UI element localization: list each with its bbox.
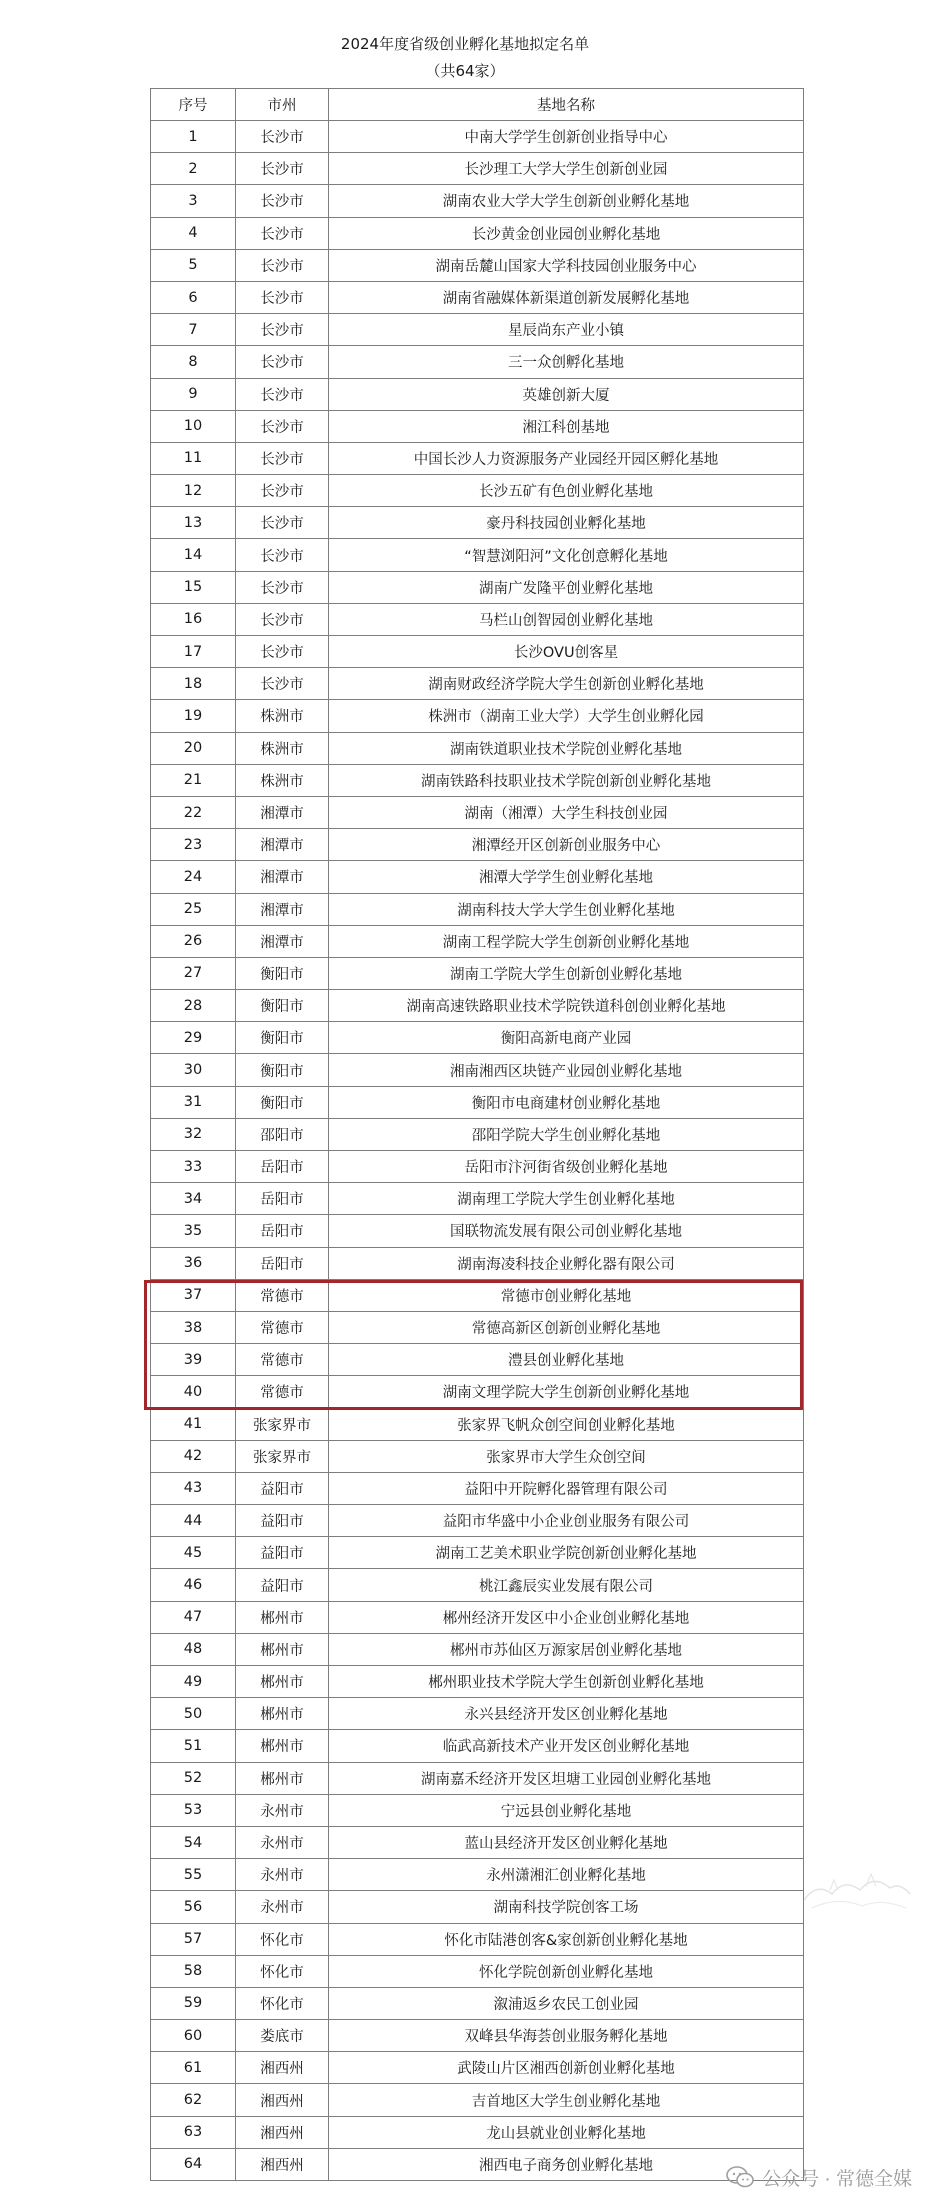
table-row — [151, 829, 804, 861]
watermark-text: 公众号 · 常德全媒 — [762, 2168, 912, 2190]
cell-base-name: 怀化市陆港创客&家创新创业孵化基地 — [329, 1923, 804, 1955]
cell-index: 30 — [151, 1054, 236, 1086]
watermark — [726, 2162, 912, 2192]
table-row — [151, 1215, 804, 1247]
cell-city: 郴州市 — [236, 1601, 329, 1633]
incubation-base-table — [150, 88, 804, 2181]
cell-index: 12 — [151, 475, 236, 507]
cell-city: 长沙市 — [236, 217, 329, 249]
cell-city: 湘西州 — [236, 2116, 329, 2148]
cell-base-name: 张家界市大学生众创空间 — [329, 1440, 804, 1472]
cell-index: 1 — [151, 121, 236, 153]
cell-base-name: 桃江鑫辰实业发展有限公司 — [329, 1569, 804, 1601]
cell-city: 长沙市 — [236, 346, 329, 378]
cell-index: 48 — [151, 1633, 236, 1665]
cell-city: 常德市 — [236, 1376, 329, 1408]
cell-city: 永州市 — [236, 1826, 329, 1858]
table-row — [151, 249, 804, 281]
cell-index: 37 — [151, 1279, 236, 1311]
cell-index: 5 — [151, 249, 236, 281]
table-row — [151, 1891, 804, 1923]
cell-index: 15 — [151, 571, 236, 603]
table-row — [151, 1376, 804, 1408]
cell-base-name: 龙山县就业创业孵化基地 — [329, 2116, 804, 2148]
cell-city: 常德市 — [236, 1344, 329, 1376]
cell-city: 衡阳市 — [236, 957, 329, 989]
table-row — [151, 314, 804, 346]
cell-base-name: 吉首地区大学生创业孵化基地 — [329, 2084, 804, 2116]
cell-base-name: 湖南铁道职业技术学院创业孵化基地 — [329, 732, 804, 764]
cell-city: 郴州市 — [236, 1762, 329, 1794]
table-row — [151, 1569, 804, 1601]
cell-city: 常德市 — [236, 1279, 329, 1311]
cell-base-name: 豪丹科技园创业孵化基地 — [329, 507, 804, 539]
table-row — [151, 1344, 804, 1376]
cell-base-name: 湖南工程学院大学生创新创业孵化基地 — [329, 925, 804, 957]
cell-base-name: 长沙五矿有色创业孵化基地 — [329, 475, 804, 507]
cell-index: 22 — [151, 796, 236, 828]
cell-base-name: 株洲市（湖南工业大学）大学生创业孵化园 — [329, 700, 804, 732]
cell-base-name: 澧县创业孵化基地 — [329, 1344, 804, 1376]
cell-index: 62 — [151, 2084, 236, 2116]
cell-city: 郴州市 — [236, 1698, 329, 1730]
cell-city: 株洲市 — [236, 700, 329, 732]
cell-base-name: 衡阳高新电商产业园 — [329, 1022, 804, 1054]
cell-base-name: 郴州经济开发区中小企业创业孵化基地 — [329, 1601, 804, 1633]
cell-index: 63 — [151, 2116, 236, 2148]
table-row — [151, 185, 804, 217]
table-row — [151, 764, 804, 796]
table-row — [151, 1730, 804, 1762]
cell-base-name: 永兴县经济开发区创业孵化基地 — [329, 1698, 804, 1730]
cell-city: 长沙市 — [236, 153, 329, 185]
cell-index: 29 — [151, 1022, 236, 1054]
cell-index: 55 — [151, 1859, 236, 1891]
table-row — [151, 153, 804, 185]
table-row — [151, 1311, 804, 1343]
cell-base-name: 湖南科技学院创客工场 — [329, 1891, 804, 1923]
table-row — [151, 1054, 804, 1086]
cell-base-name: 衡阳市电商建材创业孵化基地 — [329, 1086, 804, 1118]
cell-base-name: 马栏山创智园创业孵化基地 — [329, 603, 804, 635]
cell-index: 8 — [151, 346, 236, 378]
cell-base-name: 湖南文理学院大学生创新创业孵化基地 — [329, 1376, 804, 1408]
cell-city: 岳阳市 — [236, 1215, 329, 1247]
cell-city: 长沙市 — [236, 668, 329, 700]
cell-index: 50 — [151, 1698, 236, 1730]
cell-base-name: 宁远县创业孵化基地 — [329, 1794, 804, 1826]
cell-index: 59 — [151, 1987, 236, 2019]
cell-city: 长沙市 — [236, 603, 329, 635]
table-row — [151, 121, 804, 153]
cell-index: 14 — [151, 539, 236, 571]
cell-base-name: 临武高新技术产业开发区创业孵化基地 — [329, 1730, 804, 1762]
cell-city: 湘潭市 — [236, 925, 329, 957]
cell-base-name: 湖南岳麓山国家大学科技园创业服务中心 — [329, 249, 804, 281]
cell-city: 衡阳市 — [236, 1086, 329, 1118]
cell-index: 20 — [151, 732, 236, 764]
table-row — [151, 378, 804, 410]
cell-index: 18 — [151, 668, 236, 700]
table-row — [151, 925, 804, 957]
cell-city: 衡阳市 — [236, 990, 329, 1022]
cell-base-name: 常德高新区创新创业孵化基地 — [329, 1311, 804, 1343]
table-row — [151, 1601, 804, 1633]
table-row — [151, 1440, 804, 1472]
cell-base-name: 湘南湘西区块链产业园创业孵化基地 — [329, 1054, 804, 1086]
cell-city: 怀化市 — [236, 1923, 329, 1955]
cell-index: 58 — [151, 1955, 236, 1987]
cell-city: 长沙市 — [236, 249, 329, 281]
cell-base-name: 湘西电子商务创业孵化基地 — [329, 2148, 804, 2180]
cell-index: 31 — [151, 1086, 236, 1118]
cell-base-name: 怀化学院创新创业孵化基地 — [329, 1955, 804, 1987]
cell-index: 4 — [151, 217, 236, 249]
cell-index: 42 — [151, 1440, 236, 1472]
table-row — [151, 1762, 804, 1794]
cell-city: 邵阳市 — [236, 1118, 329, 1150]
cell-index: 47 — [151, 1601, 236, 1633]
cell-index: 32 — [151, 1118, 236, 1150]
cell-base-name: 国联物流发展有限公司创业孵化基地 — [329, 1215, 804, 1247]
cell-index: 23 — [151, 829, 236, 861]
cell-city: 岳阳市 — [236, 1247, 329, 1279]
cell-index: 60 — [151, 2020, 236, 2052]
cell-city: 永州市 — [236, 1891, 329, 1923]
cell-city: 岳阳市 — [236, 1183, 329, 1215]
cell-index: 38 — [151, 1311, 236, 1343]
table-row — [151, 475, 804, 507]
cell-base-name: 益阳市华盛中小企业创业服务有限公司 — [329, 1505, 804, 1537]
column-header-index: 序号 — [151, 89, 236, 121]
column-header-base-name: 基地名称 — [329, 89, 804, 121]
table-row — [151, 732, 804, 764]
cell-city: 长沙市 — [236, 410, 329, 442]
cell-base-name: 岳阳市汴河街省级创业孵化基地 — [329, 1151, 804, 1183]
cell-city: 湘西州 — [236, 2148, 329, 2180]
table-row — [151, 1183, 804, 1215]
cell-index: 39 — [151, 1344, 236, 1376]
cell-base-name: 湘江科创基地 — [329, 410, 804, 442]
cell-city: 郴州市 — [236, 1633, 329, 1665]
cell-base-name: 湖南工艺美术职业学院创新创业孵化基地 — [329, 1537, 804, 1569]
cell-city: 怀化市 — [236, 1955, 329, 1987]
cell-base-name: 邵阳学院大学生创业孵化基地 — [329, 1118, 804, 1150]
cell-index: 28 — [151, 990, 236, 1022]
cell-index: 36 — [151, 1247, 236, 1279]
cell-index: 45 — [151, 1537, 236, 1569]
cell-city: 常德市 — [236, 1311, 329, 1343]
cell-city: 益阳市 — [236, 1472, 329, 1504]
cell-index: 9 — [151, 378, 236, 410]
cell-index: 49 — [151, 1666, 236, 1698]
table-row — [151, 2148, 804, 2180]
table-row — [151, 2020, 804, 2052]
table-row — [151, 893, 804, 925]
cell-city: 湘西州 — [236, 2084, 329, 2116]
cell-index: 16 — [151, 603, 236, 635]
table-row — [151, 636, 804, 668]
table-row — [151, 1408, 804, 1440]
table-row — [151, 990, 804, 1022]
table-row — [151, 539, 804, 571]
cell-index: 25 — [151, 893, 236, 925]
table-row — [151, 1505, 804, 1537]
cell-base-name: 湖南省融媒体新渠道创新发展孵化基地 — [329, 281, 804, 313]
cell-base-name: 溆浦返乡农民工创业园 — [329, 1987, 804, 2019]
table-row — [151, 796, 804, 828]
table-row — [151, 861, 804, 893]
table-row — [151, 1826, 804, 1858]
cell-index: 35 — [151, 1215, 236, 1247]
cell-city: 益阳市 — [236, 1537, 329, 1569]
cell-base-name: 湖南广发隆平创业孵化基地 — [329, 571, 804, 603]
cell-city: 长沙市 — [236, 378, 329, 410]
cell-city: 益阳市 — [236, 1505, 329, 1537]
cell-index: 54 — [151, 1826, 236, 1858]
cell-base-name: 张家界飞帆众创空间创业孵化基地 — [329, 1408, 804, 1440]
table-row — [151, 1794, 804, 1826]
table-row — [151, 1633, 804, 1665]
cell-base-name: 湖南农业大学大学生创新创业孵化基地 — [329, 185, 804, 217]
cell-base-name: 湖南铁路科技职业技术学院创新创业孵化基地 — [329, 764, 804, 796]
column-header-city: 市州 — [236, 89, 329, 121]
cell-index: 3 — [151, 185, 236, 217]
cell-base-name: 湖南（湘潭）大学生科技创业园 — [329, 796, 804, 828]
cell-city: 长沙市 — [236, 571, 329, 603]
cell-city: 长沙市 — [236, 121, 329, 153]
table-row — [151, 1118, 804, 1150]
table-row — [151, 1987, 804, 2019]
cell-city: 张家界市 — [236, 1440, 329, 1472]
cell-base-name: 湖南科技大学大学生创业孵化基地 — [329, 893, 804, 925]
table-row — [151, 1537, 804, 1569]
table-row — [151, 442, 804, 474]
cell-city: 衡阳市 — [236, 1022, 329, 1054]
cell-city: 株洲市 — [236, 764, 329, 796]
table-header-row — [151, 89, 804, 121]
table-row — [151, 1151, 804, 1183]
table-row — [151, 1859, 804, 1891]
table-row — [151, 2084, 804, 2116]
cell-base-name: 湘潭经开区创新创业服务中心 — [329, 829, 804, 861]
table-row — [151, 1698, 804, 1730]
cell-city: 长沙市 — [236, 185, 329, 217]
cell-index: 17 — [151, 636, 236, 668]
table-row — [151, 1247, 804, 1279]
cell-base-name: 长沙理工大学大学生创新创业园 — [329, 153, 804, 185]
cell-city: 长沙市 — [236, 475, 329, 507]
table-row — [151, 603, 804, 635]
cell-base-name: 双峰县华海荟创业服务孵化基地 — [329, 2020, 804, 2052]
cell-base-name: 星辰尚东产业小镇 — [329, 314, 804, 346]
table-row — [151, 410, 804, 442]
table-row — [151, 1923, 804, 1955]
cell-index: 13 — [151, 507, 236, 539]
table-row — [151, 700, 804, 732]
cell-city: 湘潭市 — [236, 893, 329, 925]
cell-index: 34 — [151, 1183, 236, 1215]
cell-base-name: 中国长沙人力资源服务产业园经开园区孵化基地 — [329, 442, 804, 474]
table-row — [151, 507, 804, 539]
cell-base-name: 郴州市苏仙区万源家居创业孵化基地 — [329, 1633, 804, 1665]
cell-index: 2 — [151, 153, 236, 185]
page-title: 2024年度省级创业孵化基地拟定名单 — [340, 35, 590, 53]
cell-index: 40 — [151, 1376, 236, 1408]
cell-index: 26 — [151, 925, 236, 957]
cell-base-name: 武陵山片区湘西创新创业孵化基地 — [329, 2052, 804, 2084]
cell-city: 长沙市 — [236, 636, 329, 668]
cell-index: 64 — [151, 2148, 236, 2180]
cell-index: 57 — [151, 1923, 236, 1955]
cell-index: 53 — [151, 1794, 236, 1826]
cell-city: 长沙市 — [236, 314, 329, 346]
cell-index: 11 — [151, 442, 236, 474]
cell-base-name: “智慧浏阳河”文化创意孵化基地 — [329, 539, 804, 571]
cell-index: 19 — [151, 700, 236, 732]
cell-base-name: 湖南嘉禾经济开发区坦塘工业园创业孵化基地 — [329, 1762, 804, 1794]
cell-index: 46 — [151, 1569, 236, 1601]
table-row — [151, 1472, 804, 1504]
cell-city: 娄底市 — [236, 2020, 329, 2052]
table-row — [151, 571, 804, 603]
cell-base-name: 益阳中开院孵化器管理有限公司 — [329, 1472, 804, 1504]
cell-index: 33 — [151, 1151, 236, 1183]
cell-city: 益阳市 — [236, 1569, 329, 1601]
cell-index: 43 — [151, 1472, 236, 1504]
cell-city: 张家界市 — [236, 1408, 329, 1440]
cell-base-name: 湖南财政经济学院大学生创新创业孵化基地 — [329, 668, 804, 700]
cell-city: 长沙市 — [236, 539, 329, 571]
table-row — [151, 668, 804, 700]
cell-base-name: 长沙黄金创业园创业孵化基地 — [329, 217, 804, 249]
cell-city: 长沙市 — [236, 281, 329, 313]
cell-city: 岳阳市 — [236, 1151, 329, 1183]
cell-index: 27 — [151, 957, 236, 989]
cell-index: 44 — [151, 1505, 236, 1537]
cell-base-name: 湖南高速铁路职业技术学院铁道科创创业孵化基地 — [329, 990, 804, 1022]
cell-base-name: 长沙OVU创客星 — [329, 636, 804, 668]
table-row — [151, 2116, 804, 2148]
cell-index: 56 — [151, 1891, 236, 1923]
cell-base-name: 常德市创业孵化基地 — [329, 1279, 804, 1311]
table-row — [151, 346, 804, 378]
cell-base-name: 湖南海凌科技企业孵化器有限公司 — [329, 1247, 804, 1279]
cell-city: 湘西州 — [236, 2052, 329, 2084]
table-body — [151, 121, 804, 2181]
page-subtitle: （共64家） — [425, 62, 505, 80]
cell-base-name: 湘潭大学学生创业孵化基地 — [329, 861, 804, 893]
cell-city: 长沙市 — [236, 507, 329, 539]
cell-city: 湘潭市 — [236, 861, 329, 893]
cell-index: 24 — [151, 861, 236, 893]
table-row — [151, 957, 804, 989]
table-row — [151, 1666, 804, 1698]
table-row — [151, 2052, 804, 2084]
cell-index: 21 — [151, 764, 236, 796]
wechat-icon — [726, 2166, 754, 2188]
cell-base-name: 三一众创孵化基地 — [329, 346, 804, 378]
cell-index: 7 — [151, 314, 236, 346]
cell-city: 湘潭市 — [236, 829, 329, 861]
cell-city: 衡阳市 — [236, 1054, 329, 1086]
table-row — [151, 281, 804, 313]
table-row — [151, 1022, 804, 1054]
cell-city: 长沙市 — [236, 442, 329, 474]
table-row — [151, 1086, 804, 1118]
cell-base-name: 中南大学学生创新创业指导中心 — [329, 121, 804, 153]
cell-index: 51 — [151, 1730, 236, 1762]
cell-city: 怀化市 — [236, 1987, 329, 2019]
cell-index: 41 — [151, 1408, 236, 1440]
cell-city: 湘潭市 — [236, 796, 329, 828]
cell-base-name: 湖南工学院大学生创新创业孵化基地 — [329, 957, 804, 989]
cell-city: 株洲市 — [236, 732, 329, 764]
cell-city: 郴州市 — [236, 1666, 329, 1698]
cell-index: 10 — [151, 410, 236, 442]
cell-base-name: 湖南理工学院大学生创业孵化基地 — [329, 1183, 804, 1215]
table-row — [151, 1279, 804, 1311]
decorative-sketch — [802, 1860, 912, 1916]
cell-index: 6 — [151, 281, 236, 313]
cell-base-name: 郴州职业技术学院大学生创新创业孵化基地 — [329, 1666, 804, 1698]
cell-base-name: 英雄创新大厦 — [329, 378, 804, 410]
cell-city: 郴州市 — [236, 1730, 329, 1762]
cell-city: 永州市 — [236, 1859, 329, 1891]
cell-base-name: 永州潇湘汇创业孵化基地 — [329, 1859, 804, 1891]
table-row — [151, 1955, 804, 1987]
cell-index: 52 — [151, 1762, 236, 1794]
cell-base-name: 蓝山县经济开发区创业孵化基地 — [329, 1826, 804, 1858]
table-row — [151, 217, 804, 249]
cell-city: 永州市 — [236, 1794, 329, 1826]
cell-index: 61 — [151, 2052, 236, 2084]
